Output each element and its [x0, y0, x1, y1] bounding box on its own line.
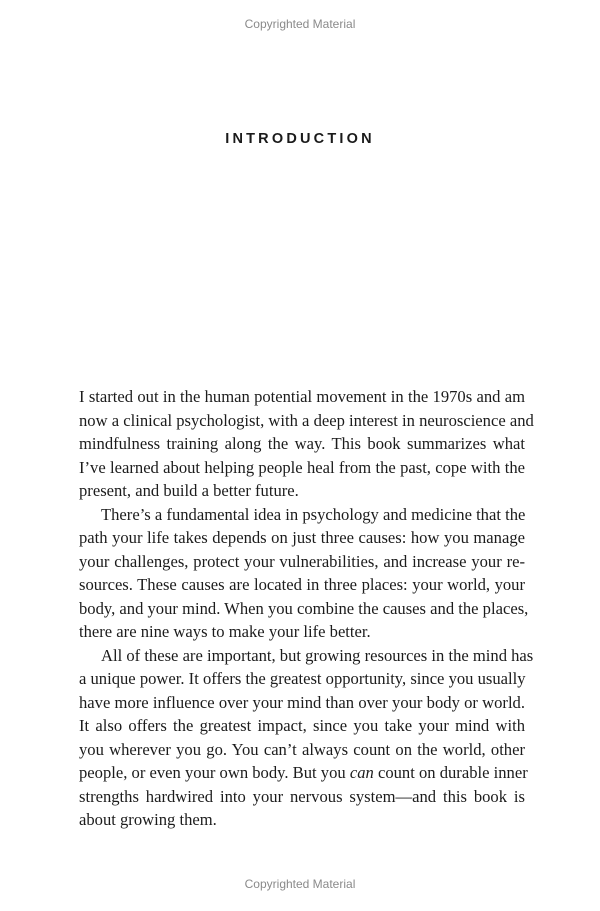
text-line: mindfulness training along the way. This book summarizes what [79, 434, 525, 453]
paragraph-2 [79, 503, 529, 644]
text-line: path your life takes depends on just three causes: how you manage [79, 528, 525, 547]
text-line-with-emphasis [79, 761, 528, 785]
text-line: It also offers the greatest impact, since you take your mind with [79, 716, 525, 735]
paragraph-1 [79, 385, 534, 503]
text-line: you wherever you go. You can’t always count on the world, other [79, 739, 525, 759]
text-line: sources. These causes are located in three places: your world, your [79, 575, 525, 594]
text-line: There’s a fundamental idea in psychology and medicine that the [101, 504, 526, 524]
text-line: strengths hardwired into your nervous system—and this book is [79, 786, 525, 806]
emphasized-word: can [349, 763, 374, 782]
text-line: have more influence over your mind than over your body or world. [79, 692, 525, 712]
text-line: about growing them. [79, 810, 217, 829]
paragraph-3 [79, 644, 534, 832]
text-line: your challenges, protect your vulnerabilities, and increase your re- [79, 551, 525, 571]
text-line: now a clinical psychologist, with a deep interest in neuroscience and [79, 410, 534, 430]
text-line: a unique power. It offers the greatest opportunity, since you usually [79, 669, 526, 688]
text-line: I’ve learned about helping people heal from the past, cope with the [79, 457, 525, 477]
text-line: I started out in the human potential movement in the 1970s and am [79, 387, 525, 406]
text-line: All of these are important, but growing resources in the mind has [101, 645, 534, 665]
text-line: body, and your mind. When you combine the causes and the places, [79, 598, 529, 618]
body-text [79, 385, 534, 832]
text-line: present, and build a better future. [79, 481, 299, 500]
copyright-watermark-bottom: Copyrighted Material [244, 877, 356, 891]
copyright-watermark-top: Copyrighted Material [244, 17, 356, 31]
text-line: there are nine ways to make your life better. [79, 622, 371, 641]
chapter-title: INTRODUCTION [225, 131, 375, 147]
text-segment: count on durable inner [373, 763, 528, 782]
text-segment: people, or even your own body. But you [79, 763, 350, 782]
